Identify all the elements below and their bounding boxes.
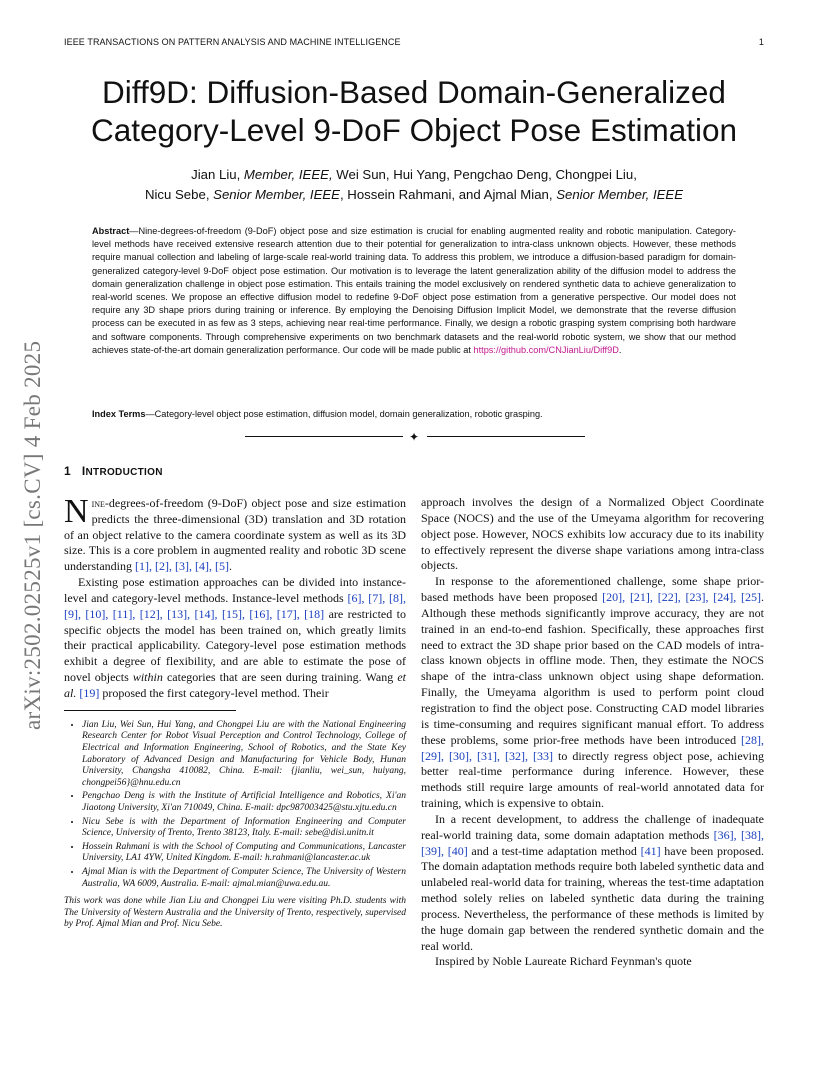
body-text: proposed the first category-level method. Their: [99, 685, 329, 700]
citation-link[interactable]: [41]: [640, 843, 661, 858]
citation-links[interactable]: [28], [29], [30], [31], [32], [33]: [421, 732, 764, 763]
section-title-rest: NTRODUCTION: [85, 467, 163, 478]
body-text: Existing pose estimation approaches can be divided into instance-level and category-level methods. Instance-level methods: [64, 575, 406, 605]
body-text: to directly regress object pose, achieving better real-time performance during inference. However, these methods still require large amounts of real-world annotated data for training, which is expensive to obtain.: [421, 748, 764, 811]
paragraph: [64, 575, 406, 702]
body-text: .: [228, 559, 232, 574]
body-text: . Although these methods significantly improve accuracy, they are not trained in an end-to-end fashion. Specifically, these approaches first need to extract the 3D shape prior based on the CAD models of intra-class known objects in offline mode. Then, they estimate the NOCS shape of the intra-class unknown object using shape deformation. Finally, the Umeyama algorithm is used to perform point cloud registration to find the object pose. Constructing CAD model libraries is time-consuming and requires significant manual effort. To address these problems, some prior-free methods have been introduced: [421, 590, 765, 747]
affiliation-item: • Nicu Sebe is with the Department of Information Engineering and Computer Science, University of Trento, Trento 38123, Italy. E-mail: sebe@disi.unitn.it: [82, 817, 406, 840]
code-link[interactable]: https://github.com/CNJianLiu/Diff9D: [473, 344, 619, 355]
title-line-1: Diff9D: Diffusion-Based Domain-Generalized: [102, 74, 726, 110]
left-column: [64, 464, 406, 931]
footnote-rule: [64, 710, 236, 711]
paragraph: Inspired by Noble Laureate Richard Feynman's quote: [435, 954, 692, 969]
paragraph: [421, 812, 764, 955]
body-text: categories that are seen during training. Wang: [162, 670, 398, 685]
paper-title: [60, 73, 768, 149]
arxiv-stamp: arXiv:2502.02525v1 [cs.CV] 4 Feb 2025: [20, 340, 45, 730]
section-divider: [245, 430, 585, 444]
running-header: [64, 37, 764, 47]
author-text: Jian Liu,: [191, 167, 244, 182]
body-text: are restricted to specific objects the model has been trained on, which greatly limits their practical applicability. Category-level pose estimation methods exhibit a degree of flexibility, and are able to estimate the pose of novel objects: [64, 606, 407, 685]
section-heading: [64, 464, 406, 481]
diamond-icon: ✦: [409, 430, 420, 444]
body-text: and a test-time adaptation method: [467, 843, 641, 858]
abstract-end: .: [618, 344, 622, 355]
section-number: 1: [64, 464, 71, 478]
author-role: Senior Member, IEEE: [213, 187, 340, 202]
paragraph: approach involves the design of a Normalized Object Coordinate Space (NOCS) and the use of the Umeyama algorithm for recovering object pose. However, NOCS exhibits low accuracy due to its inability to effectively represent the diverse shape variations among intra-class objects.: [421, 495, 764, 573]
citation-links[interactable]: [1], [2], [3], [4], [5]: [135, 559, 229, 574]
author-text: Nicu Sebe,: [144, 187, 214, 202]
author-list: [60, 165, 768, 205]
footnote-note: This work was done while Jian Liu and Chongpei Liu were visiting Ph.D. students with The University of Western Australia and the University of Trento, respectively, supervised by Prof. Ajmal Mian and Prof. Nicu Sebe.: [64, 896, 406, 930]
author-role: Senior Member, IEEE: [556, 187, 684, 202]
journal-name: IEEE TRANSACTIONS ON PATTERN ANALYSIS AND MACHINE INTELLIGENCE: [64, 37, 401, 47]
divider-line-left: [245, 436, 403, 437]
author-line-2: [60, 185, 768, 205]
index-terms: [92, 408, 736, 421]
drop-cap: N: [64, 492, 89, 530]
smallcaps-text: ine: [91, 495, 105, 510]
section-title-initial: I: [81, 464, 86, 478]
author-text: , Hossein Rahmani, and Ajmal Mian,: [339, 187, 557, 202]
abstract-text: —Nine-degrees-of-freedom (9-DoF) object pose and size estimation is crucial for enabling augmented reality and robotic manipulation. Category-level methods have received extensive research attention due to their potential for generalization to intra-class unknown objects. However, these methods require manual collection and labeling of large-scale real-world training data. To address this problem, we introduce a diffusion-based paradigm for domain-generalized category-level 9-DoF object pose estimation. Our motivation is to leverage the latent generalization ability of the diffusion model to address the domain generalization challenge in object pose estimation. This entails training the model exclusively on rendered synthetic data to achieve generalization to real-world scenes. We propose an effective diffusion model to redefine 9-DoF object pose estimation from a generative perspective. Our model does not require any 3D shape priors during training or inference. By employing the Denoising Diffusion Implicit Model, we demonstrate that the reverse diffusion process can be executed in as few as 3 steps, achieving near real-time performance. Finally, we design a robotic grasping system comprising both hardware and software components. Through comprehensive experiments on two benchmark datasets and the real-world robotic system, we show that our method achieves state-of-the-art domain generalization performance. Our code will be made public at: [92, 226, 736, 355]
body-text: In a recent development, to address the challenge of inadequate real-world training data, some domain adaptation methods: [421, 811, 764, 842]
emphasis-text: et al.: [64, 670, 407, 700]
affiliation-item: • Jian Liu, Wei Sun, Hui Yang, and Chongpei Liu are with the National Engineering Research Center for Robot Visual Perception and Control Technology, College of Electrical and Information Engineering, School of Robotics, and the State Key Laboratory of Advanced Design and Manufacturing for Vehicle Body, Hunan University, Changsha 410082, China. E-mail: {jianliu, wei_sun, huiyang, chongpei56}@hnu.edu.cn: [82, 720, 406, 790]
index-terms-text: —Category-level object pose estimation, diffusion model, domain generalization, robotic grasping.: [145, 409, 543, 419]
author-line-1: [60, 165, 768, 185]
emphasis-text: within: [132, 670, 163, 685]
author-role: Member, IEEE,: [243, 167, 333, 182]
author-text: Wei Sun, Hui Yang, Pengchao Deng, Chongpei Liu,: [332, 167, 637, 182]
paragraph: [64, 492, 406, 575]
affiliation-list: [64, 720, 406, 890]
title-line-2: Category-Level 9-DoF Object Pose Estimation: [90, 112, 738, 148]
citation-links[interactable]: [36], [38], [39], [40]: [421, 827, 764, 858]
affiliation-item: • Pengchao Deng is with the Institute of Artificial Intelligence and Robotics, Xi'an Jiaotong University, Xi'an 710049, China. E-mail: dpc987003425@stu.xjtu.edu.cn: [82, 791, 406, 814]
footnotes: [64, 720, 406, 931]
body-text: -degrees-of-freedom (9-DoF) object pose and size estimation predicts the three-dimensional (3D) translation and 3D rotation of an object relative to the camera coordinate system as well as its 3D size. This is a core problem in augmented reality and robotic 3D scene understanding: [64, 495, 406, 574]
citation-link[interactable]: [19]: [79, 685, 100, 700]
body-text: have been proposed. The domain adaptation methods require both labeled synthetic data and unlabeled real-world data for training, whereas the test-time adaptation method solely relies on labeled synthetic data during the training process. Nevertheless, the performance of these methods is limited by the huge domain gap between the rendered synthetic domain and the real world.: [421, 843, 765, 953]
citation-links[interactable]: [6], [7], [8], [9], [10], [11], [12], [13], [14], [15], [16], [17], [18]: [64, 590, 406, 621]
affiliation-item: • Hossein Rahmani is with the School of Computing and Communications, Lancaster University, LA1 4YW, United Kingdom. E-mail: h.rahmani@lancaster.ac.uk: [82, 842, 406, 865]
index-terms-label: Index Terms: [92, 409, 146, 419]
abstract-label: Abstract: [92, 226, 130, 236]
right-column: [421, 495, 764, 970]
divider-line-right: [427, 436, 585, 437]
affiliation-item: • Ajmal Mian is with the Department of Computer Science, The University of Western Australia, WA 6009, Australia. E-mail: ajmal.mian@uwa.edu.au.: [82, 867, 406, 890]
body-text: In response to the aforementioned challenge, some shape prior-based methods have been proposed: [421, 574, 764, 605]
page-number: 1: [758, 37, 764, 47]
citation-links[interactable]: [20], [21], [22], [23], [24], [25]: [602, 590, 762, 605]
paragraph: [421, 574, 764, 812]
abstract: [92, 225, 736, 357]
